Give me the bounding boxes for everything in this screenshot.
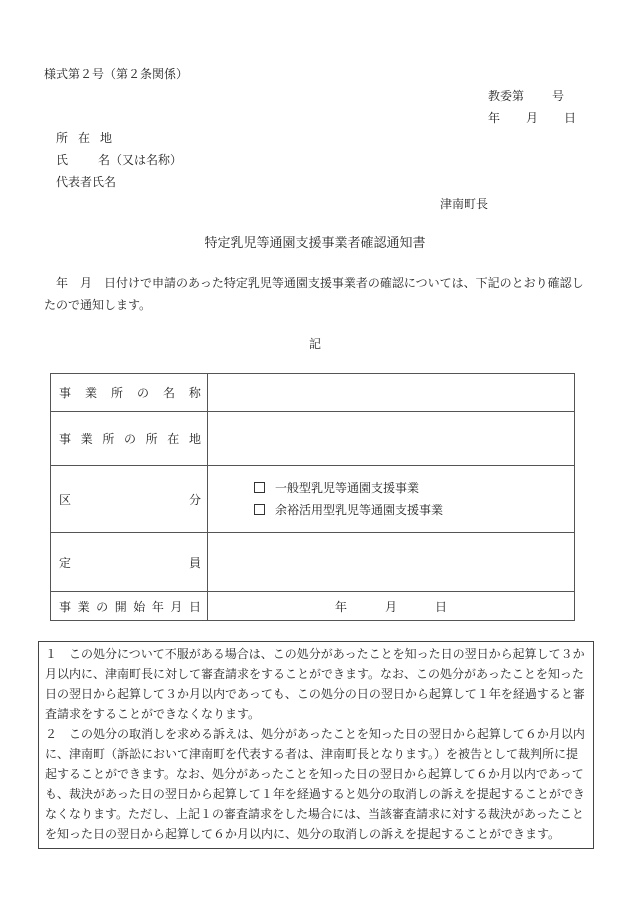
issue-date-year: 年 bbox=[488, 111, 501, 125]
reference-number bbox=[488, 88, 564, 104]
form-number: 様式第２号（第２条関係） bbox=[44, 67, 189, 81]
label-char: 業 bbox=[77, 599, 90, 614]
notification-body: 年 月 日付けで申請のあった特定乳児等通園支援事業者の確認については、下記のとおり確認したので通知します。 bbox=[44, 276, 584, 312]
label-char: 事 bbox=[59, 599, 72, 614]
confirmation-table bbox=[50, 373, 575, 621]
appeal-notice-box bbox=[38, 641, 594, 849]
label-char: 年 bbox=[151, 599, 164, 614]
table-row bbox=[51, 466, 575, 533]
capacity-label bbox=[59, 554, 201, 571]
label-cell bbox=[51, 412, 208, 466]
name-label-a: 氏 bbox=[56, 153, 69, 167]
label-char: 月 bbox=[170, 599, 183, 614]
label-char: 区 bbox=[59, 492, 72, 507]
table-row bbox=[51, 374, 575, 412]
start-date-month: 月 bbox=[384, 599, 397, 614]
label-char: 称 bbox=[188, 386, 201, 400]
issue-date-day: 日 bbox=[564, 111, 577, 125]
ki-heading: 記 bbox=[308, 337, 321, 351]
table-row bbox=[51, 412, 575, 466]
label-char: 始 bbox=[133, 599, 146, 614]
label-char: 所 bbox=[145, 432, 158, 446]
label-char: 業 bbox=[84, 386, 97, 400]
start-date-year: 年 bbox=[334, 599, 347, 614]
appeal-notice-2: ２ この処分の取消しを求める訴えは、処分があったことを知った日の翌日から起算して６か月以内に、津南町（訴訟において津南町を代表する者は、津南町長となります。）を被告として裁判所に提起することができます。なお、処分があったことを知った日の翌日から起算して６か月以内であっても、裁決があった日の翌日から起算して１年を経過すると処分の取消しの訴えを提起することができなくなります。ただし、上記１の審査請求をした場合には、当該審査請求に対する裁決があったことを知った日の翌日から起算して６か月以内に、処分の取消しの訴えを提起することができます。 bbox=[45, 727, 585, 841]
table-row bbox=[51, 533, 575, 592]
label-cell bbox=[51, 466, 208, 533]
label-cell bbox=[51, 533, 208, 592]
label-char: 分 bbox=[188, 492, 201, 507]
category-option[interactable] bbox=[254, 499, 574, 521]
label-char: の bbox=[96, 599, 109, 614]
label-char: 定 bbox=[59, 555, 72, 570]
checkbox-icon[interactable] bbox=[254, 482, 265, 493]
label-char: 日 bbox=[188, 599, 201, 614]
label-char: 名 bbox=[162, 386, 175, 400]
issue-date bbox=[488, 110, 576, 126]
facility-name-label bbox=[59, 384, 201, 401]
label-cell bbox=[51, 592, 208, 621]
facility-address-value bbox=[208, 412, 575, 466]
category-option[interactable] bbox=[254, 477, 574, 499]
checkbox-icon[interactable] bbox=[254, 504, 265, 515]
appeal-notice-1: １ この処分について不服がある場合は、この処分があったことを知った日の翌日から起算して３か月以内に、津南町長に対して審査請求をすることができます。なお、この処分があったことを知った日の翌日から起算して３か月以内であっても、この処分の日の翌日から起算して１年を経過すると審査請求をすることができなくなります。 bbox=[45, 647, 585, 721]
representative-label: 代表者氏名 bbox=[56, 175, 117, 189]
reference-suffix: 号 bbox=[552, 89, 565, 103]
label-char: 業 bbox=[80, 432, 93, 446]
label-char: 員 bbox=[188, 555, 201, 570]
label-char: 事 bbox=[59, 432, 72, 446]
start-date-label bbox=[59, 598, 201, 615]
label-char: の bbox=[123, 432, 136, 446]
address-label: 所在地 bbox=[56, 131, 123, 145]
label-char: 地 bbox=[188, 432, 201, 446]
capacity-value bbox=[208, 533, 575, 592]
issuer: 津南町長 bbox=[440, 197, 489, 211]
name-label-b: 名（又は名称） bbox=[98, 153, 183, 167]
label-char: 所 bbox=[102, 432, 115, 446]
label-char: 在 bbox=[167, 432, 180, 446]
start-date-value bbox=[208, 592, 575, 621]
category-label bbox=[59, 491, 201, 508]
label-cell bbox=[51, 374, 208, 412]
table-row bbox=[51, 592, 575, 621]
label-char: 事 bbox=[59, 386, 72, 400]
issue-date-month: 月 bbox=[526, 111, 539, 125]
start-date-day: 日 bbox=[435, 599, 448, 614]
reference-prefix: 教委第 bbox=[488, 89, 525, 103]
facility-name-value bbox=[208, 374, 575, 412]
label-char: 所 bbox=[110, 386, 123, 400]
category-option-label: 余裕活用型乳児等通園支援事業 bbox=[275, 503, 444, 517]
label-char: 開 bbox=[114, 599, 127, 614]
facility-address-label bbox=[59, 430, 201, 447]
label-char: の bbox=[136, 386, 149, 400]
document-title: 特定乳児等通園支援事業者確認通知書 bbox=[204, 236, 426, 251]
name-label bbox=[56, 152, 182, 168]
category-option-label: 一般型乳児等通園支援事業 bbox=[275, 481, 420, 495]
category-value bbox=[208, 466, 575, 533]
